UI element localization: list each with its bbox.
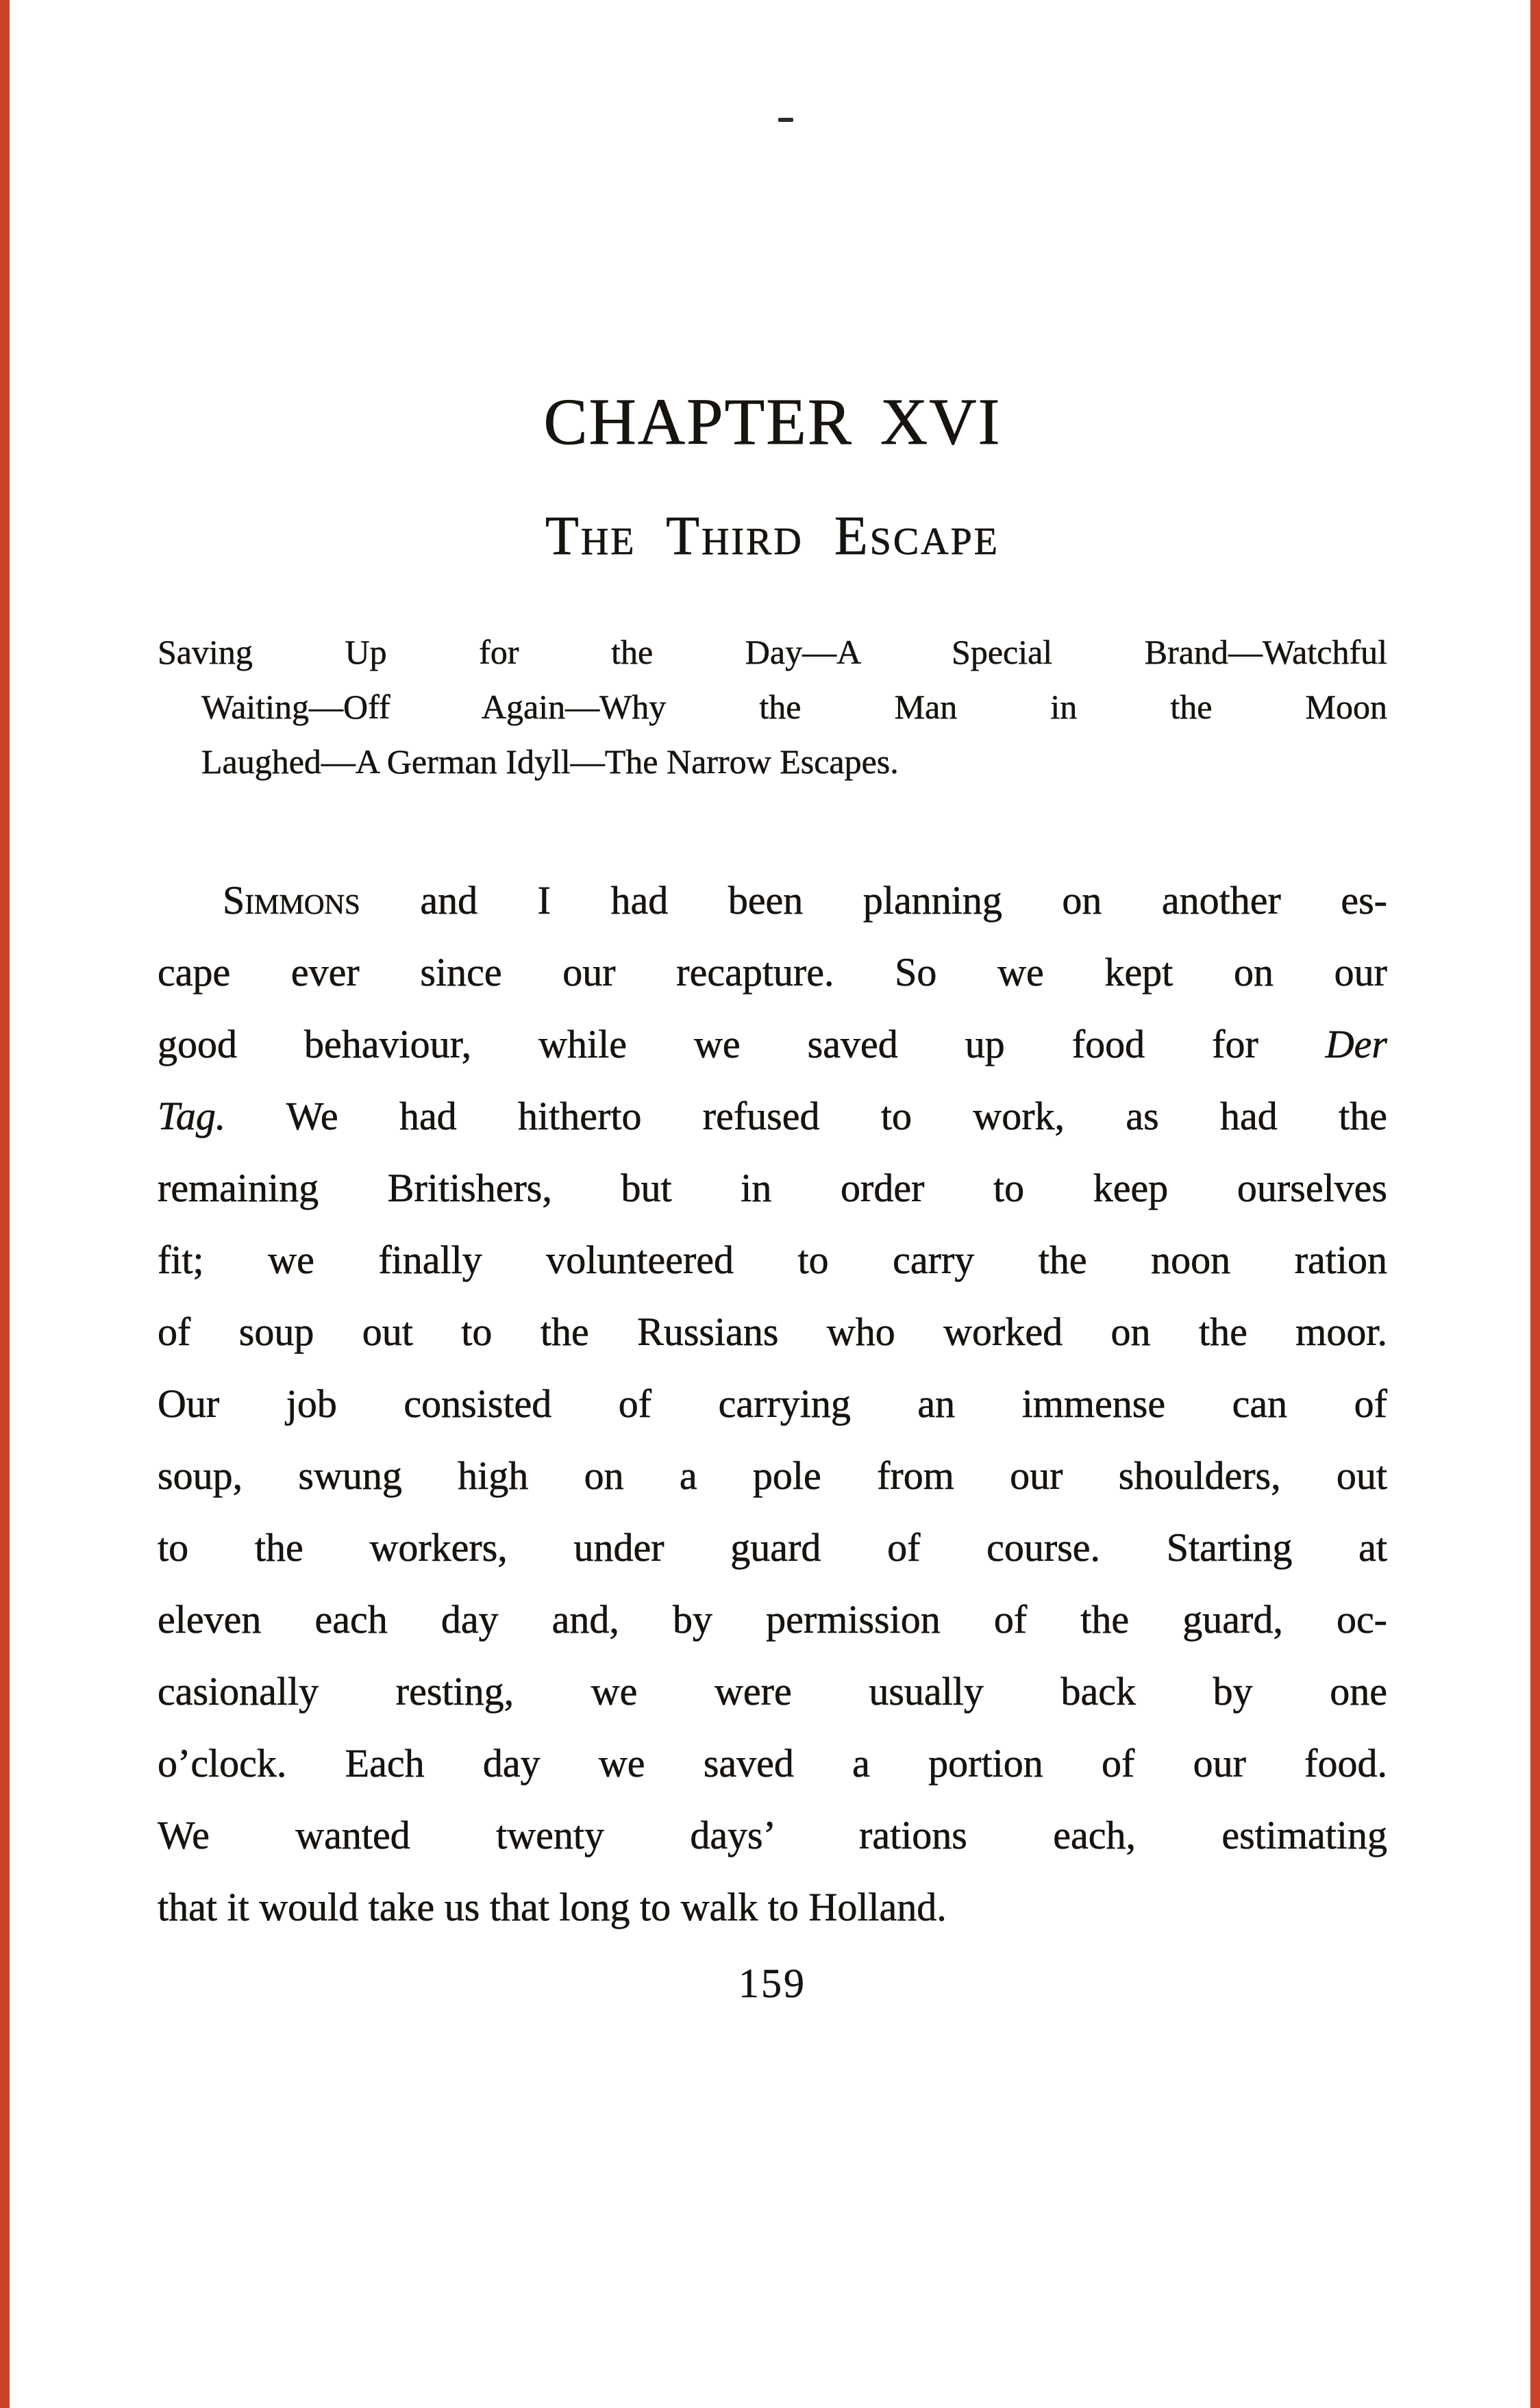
text-segment: to the workers, under guard of course. Starting at: [158, 1525, 1387, 1570]
text-segment: soup, swung high on a pole from our shoulders, out: [158, 1453, 1387, 1498]
italic-text: Der: [1325, 1022, 1387, 1066]
text-segment: We wanted twenty days’ rations each, estimating: [158, 1813, 1387, 1857]
text-line: [158, 1080, 1387, 1152]
chapter-subtitle: The Third Escape: [545, 506, 999, 566]
text-segment: good behaviour, while we saved up food for: [158, 1022, 1326, 1066]
text-segment: remaining Britishers, but in order to keep ourselves: [158, 1166, 1387, 1210]
text-line: [158, 1224, 1387, 1296]
text-line: [158, 625, 1387, 679]
text-line: [158, 1008, 1387, 1080]
text-line: [158, 1583, 1387, 1655]
text-segment: eleven each day and, by permission of the guard, oc-: [158, 1597, 1387, 1642]
text-line: [158, 1368, 1387, 1440]
text-segment: We had hitherto refused to work, as had the: [225, 1094, 1387, 1138]
left-scan-edge-stripe: [0, 0, 10, 2408]
right-scan-edge-stripe: [1530, 0, 1540, 2408]
text-line: [158, 1512, 1387, 1583]
text-segment: Laughed—A German Idyll—The Narrow Escapes.: [201, 742, 899, 781]
text-line: [158, 1152, 1387, 1224]
italic-text: Tag.: [158, 1094, 226, 1138]
text-line: [158, 1655, 1387, 1727]
text-line: [158, 679, 1387, 734]
scan-artifact-dash: [778, 118, 793, 122]
text-segment: o’clock. Each day we saved a portion of our food.: [158, 1741, 1387, 1785]
text-segment: and I had been planning on another es-: [360, 878, 1387, 923]
text-segment: cape ever since our recapture. So we kept on our: [158, 950, 1387, 994]
text-segment: of soup out to the Russians who worked on the moor.: [158, 1309, 1387, 1354]
chapter-heading: CHAPTER XVI: [543, 385, 1002, 458]
text-line: [158, 936, 1387, 1008]
text-line: [158, 864, 1387, 936]
text-segment: casionally resting, we were usually back by one: [158, 1669, 1387, 1714]
text-line: [158, 1799, 1387, 1871]
text-line: [158, 1296, 1387, 1368]
text-line: [158, 1871, 1387, 1943]
text-line: [158, 1727, 1387, 1799]
small-caps-text: Simmons: [223, 878, 360, 923]
text-line: [158, 734, 1387, 789]
text-line: [158, 1440, 1387, 1512]
text-segment: Saving Up for the Day—A Special Brand—Watchful: [158, 633, 1387, 671]
body-paragraph: [158, 864, 1387, 1943]
chapter-summary: [158, 625, 1387, 789]
text-segment: fit; we finally volunteered to carry the noon ration: [158, 1238, 1387, 1282]
text-segment: that it would take us that long to walk to Holland.: [158, 1885, 947, 1929]
text-segment: Waiting—Off Again—Why the Man in the Moon: [201, 688, 1387, 726]
text-segment: Our job consisted of carrying an immense can of: [158, 1381, 1387, 1426]
page-number: 159: [738, 1961, 806, 2006]
